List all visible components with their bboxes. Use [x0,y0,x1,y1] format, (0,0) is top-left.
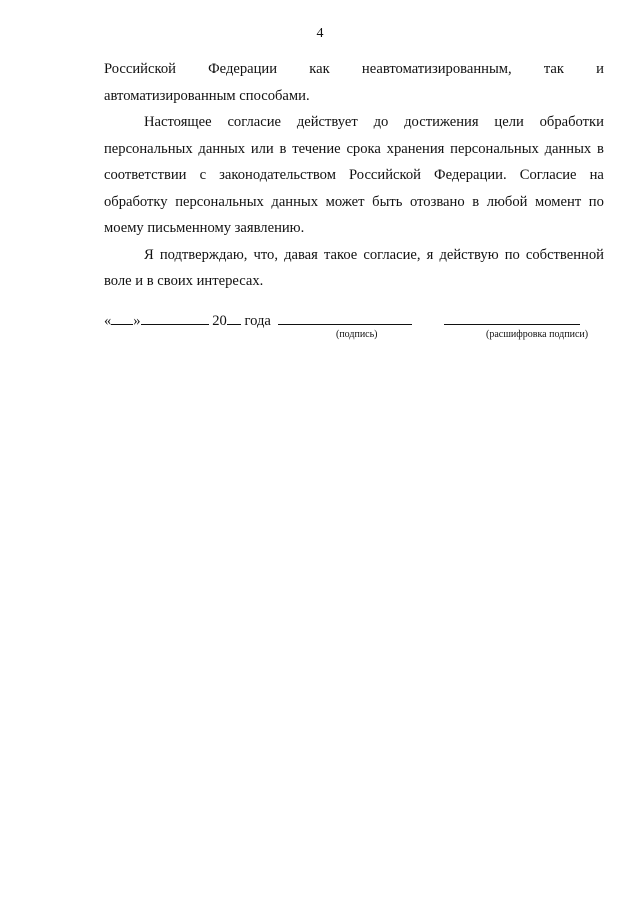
word: подтверждаю, [159,246,248,263]
p2-line-5: моему письменному заявлению. [104,220,305,236]
word: момент [535,193,582,210]
word: обработку [104,193,168,210]
p1-line-2: автоматизированным способами. [104,87,310,104]
word: собственной [525,246,604,263]
word: персональных [104,140,193,157]
word: действует [296,114,358,130]
document-body [104,56,604,295]
word: как [309,61,330,77]
word: так [543,61,564,77]
word: согласие [227,114,281,130]
word: в [472,193,480,210]
word: обработки [539,114,604,130]
day-blank[interactable] [111,310,133,325]
word: любой [486,193,528,210]
word: с [199,167,207,183]
word: действую [439,246,499,263]
word: Российской [104,61,176,77]
word: соответствии [104,167,187,183]
signature-caption: (подпись) [336,329,378,340]
word: до [373,114,389,130]
word: Федерации [208,61,278,77]
word: или [250,140,274,157]
word: цели [494,114,524,130]
word: законодательством [219,167,336,183]
word: данных [198,140,246,157]
p3-line-1 [104,242,604,269]
p3-line-2: воле и в своих интересах. [104,273,264,289]
word: Настоящее [144,114,212,130]
p2-line-4 [104,189,604,216]
word: персональных [175,193,264,210]
open-quote: « [104,313,112,329]
p2-line-2 [104,136,604,163]
word: что, [253,246,278,263]
month-blank[interactable] [141,310,209,325]
decoding-caption: (расшифровка подписи) [486,329,589,340]
signature-block [104,310,604,350]
word: отозвано [410,193,465,210]
year-blank[interactable] [227,310,241,325]
signature-decoding-line[interactable] [444,324,580,325]
p2-line-3 [104,162,604,189]
word: такое [323,246,358,263]
word: данных [544,140,592,157]
signature-line[interactable] [278,324,412,325]
word: по [504,246,520,263]
word: давая [284,246,318,263]
year-suffix: года [244,313,271,329]
word: достижения [404,114,479,130]
word: срока [346,140,381,157]
word: быть [372,193,403,210]
p2-line-1 [104,109,604,136]
page-number: 4 [316,26,324,41]
word: и [596,61,604,77]
word: Я [144,246,154,263]
word: я [426,246,434,263]
word: неавтоматизированным, [361,61,512,77]
word: на [589,167,604,183]
word: Согласие [519,167,577,183]
word: течение [292,140,341,157]
word: Федерации. [434,167,507,183]
close-quote: » [133,313,141,329]
word: в [279,140,287,157]
word: согласие, [363,246,421,263]
word: персональных [450,140,539,157]
year-prefix: 20 [212,313,227,329]
word: по [588,193,604,210]
date-field [104,310,271,330]
word: может [325,193,365,210]
word: в [597,140,604,157]
word: данных [271,193,319,210]
word: хранения [386,140,445,157]
p1-line-1 [104,56,604,83]
word: Российской [349,167,421,183]
